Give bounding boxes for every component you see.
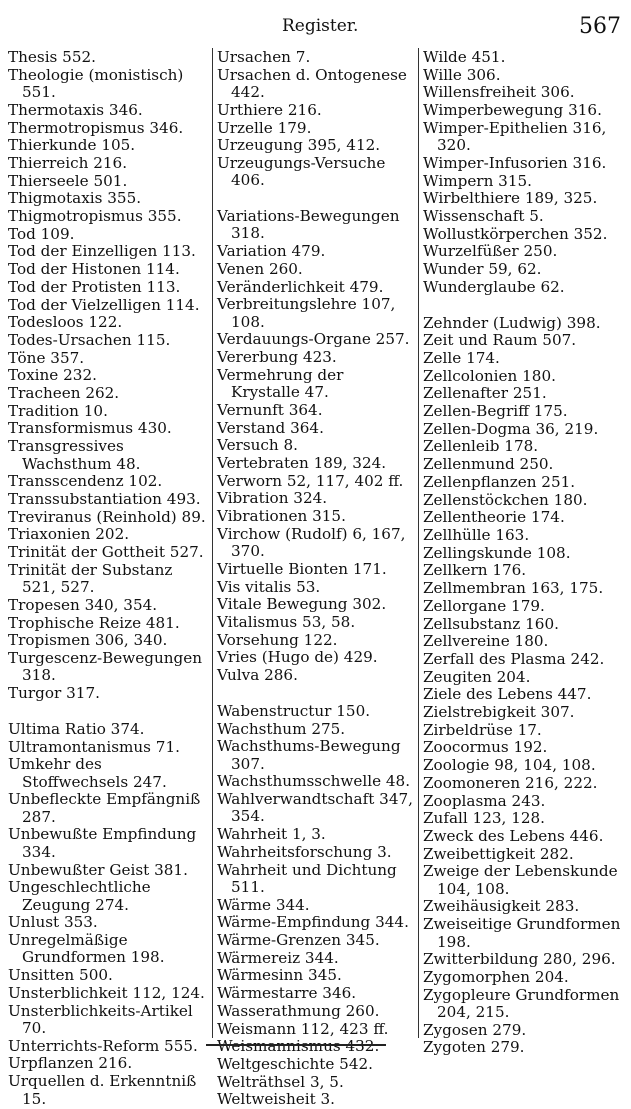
index-entry: Zellenleib 178.: [423, 437, 539, 456]
index-entry: Urquellen d. Erkenntniß 15.: [8, 1072, 197, 1108]
index-entry: Turgescenz-Bewegungen 318.: [8, 649, 202, 685]
index-entry: Tod der Einzelligen 113.: [8, 242, 196, 261]
index-entry: Unlust 353.: [8, 913, 98, 932]
index-entry: Vererbung 423.: [217, 348, 337, 367]
index-entry: Vis vitalis 53.: [217, 577, 321, 596]
index-entry: Zygopleure Grundformen 204, 215.: [423, 985, 620, 1022]
index-entry: Verbreitungslehre 107, 108.: [217, 295, 396, 331]
index-entry: Wasserathmung 260.: [217, 1001, 380, 1020]
index-entry: Transsubstantiation 493.: [8, 489, 201, 508]
index-entry: Tradition 10.: [8, 401, 108, 420]
page-header: [0, 14, 631, 44]
index-entry: Verdauungs-Organe 257.: [217, 330, 410, 349]
index-entry: Zellen-Dogma 36, 219.: [423, 419, 599, 438]
index-entry: Zellvereine 180.: [423, 632, 549, 651]
index-entry: Thigmotaxis 355.: [8, 189, 142, 208]
index-entry: Transscendenz 102.: [8, 472, 163, 491]
index-entry: Theologie (monistisch) 551.: [8, 65, 184, 102]
index-entry: Wirbelthiere 189, 325.: [423, 189, 598, 208]
index-entry: Wärmereiz 344.: [217, 948, 339, 967]
index-column-3: [423, 49, 623, 1057]
index-entry: Zwitterbildung 280, 296.: [423, 950, 616, 969]
section-gap: [8, 703, 210, 721]
index-entry: Thermotropismus 346.: [8, 118, 184, 137]
index-entry: Ursachen d. Ontogenese 442.: [217, 65, 407, 102]
index-entry: Thierkunde 105.: [8, 136, 136, 155]
index-entry: Zerfall des Plasma 242.: [423, 649, 605, 668]
column-divider: [212, 48, 213, 1038]
index-entry: Zweiseitige Grundformen 198.: [423, 915, 621, 951]
index-entry: Tod der Vielzelligen 114.: [8, 295, 200, 314]
index-entry: Unsitten 500.: [8, 966, 113, 985]
index-entry: Trinität der Substanz 521, 527.: [8, 560, 173, 597]
index-entry: Zoologie 98, 104, 108.: [423, 756, 596, 775]
index-entry: Wimpern 315.: [423, 171, 532, 190]
section-gap: [423, 297, 623, 315]
section-gap: [217, 190, 416, 208]
index-entry: Virchow (Rudolf) 6, 167, 370.: [217, 524, 406, 561]
index-entry: Ultramontanismus 71.: [8, 737, 180, 756]
index-entry: Unsterblichkeits-Artikel 70.: [8, 1001, 193, 1037]
index-entry: Urpflanzen 216.: [8, 1054, 133, 1073]
index-entry: Wachsthumsschwelle 48.: [217, 772, 411, 791]
index-entry: Tracheen 262.: [8, 384, 120, 403]
index-entry: Weismannismus 432.: [217, 1037, 380, 1056]
index-entry: Variation 479.: [217, 242, 326, 261]
index-entry: Zellenafter 251.: [423, 384, 547, 403]
index-entry: Ungeschlechtliche Zeugung 274.: [8, 878, 151, 914]
index-entry: Zellenstöckchen 180.: [423, 490, 588, 509]
index-entry: Wimper-Epithelien 316, 320.: [423, 118, 607, 155]
index-entry: Thigmotropismus 355.: [8, 207, 182, 226]
index-entry: Thesis 552.: [8, 48, 96, 66]
index-entry: Virtuelle Bionten 171.: [217, 559, 387, 578]
index-entry: Ziele des Lebens 447.: [423, 685, 592, 704]
index-entry: Tropismen 306, 340.: [8, 631, 168, 650]
index-entry: Transgressives Wachsthum 48.: [8, 437, 141, 473]
index-entry: Umkehr des Stoffwechsels 247.: [8, 755, 167, 791]
index-entry: Zellorgane 179.: [423, 596, 545, 615]
index-entry: Venen 260.: [217, 259, 303, 278]
index-entry: Weltgeschichte 542.: [217, 1055, 373, 1073]
index-entry: Versuch 8.: [217, 436, 299, 455]
index-entry: Urzeugungs-Versuche 406.: [217, 153, 386, 190]
index-entry: Turgor 317.: [8, 684, 100, 703]
index-entry: Zweihäusigkeit 283.: [423, 897, 580, 916]
index-entry: Wimperbewegung 316.: [423, 101, 602, 120]
index-entry: Wunderglaube 62.: [423, 277, 565, 296]
index-entry: Zygomorphen 204.: [423, 967, 569, 986]
index-entry: Wurzelfüßer 250.: [423, 242, 558, 261]
index-entry: Zweibettigkeit 282.: [423, 844, 574, 863]
index-entry: Wollustkörperchen 352.: [423, 224, 608, 243]
index-entry: Zweck des Lebens 446.: [423, 826, 604, 845]
index-entry: Vitalismus 53, 58.: [217, 613, 356, 632]
index-entry: Zehnder (Ludwig) 398.: [423, 313, 601, 332]
index-entry: Zufall 123, 128.: [423, 809, 546, 828]
index-entry: Wissenschaft 5.: [423, 207, 544, 226]
index-entry: Vitale Bewegung 302.: [217, 595, 387, 614]
index-entry: Zellenpflanzen 251.: [423, 472, 576, 491]
index-entry: Zoomoneren 216, 222.: [423, 773, 598, 792]
index-entry: Verstand 364.: [217, 418, 324, 437]
index-entry: Variations-Bewegungen 318.: [217, 207, 400, 243]
index-entry: Unbewußter Geist 381.: [8, 860, 188, 879]
index-entry: Verworn 52, 117, 402 ff.: [217, 471, 404, 490]
bottom-rule: [206, 1044, 386, 1046]
index-entry: Weltweisheit 3.: [217, 1090, 336, 1109]
index-entry: Vulva 286.: [217, 666, 298, 685]
index-entry: Töne 357.: [8, 348, 85, 367]
index-entry: Urzeugung 395, 412.: [217, 136, 381, 155]
index-entry: Wahrheit und Dichtung 511.: [217, 860, 397, 896]
column-divider: [418, 48, 419, 1038]
index-entry: Zellkern 176.: [423, 561, 527, 580]
index-entry: Zellingskunde 108.: [423, 543, 571, 562]
index-entry: Zellmembran 163, 175.: [423, 579, 604, 598]
index-column-2: [217, 49, 416, 1109]
index-entry: Wilde 451.: [423, 48, 506, 66]
index-entry: Weismann 112, 423 ff.: [217, 1019, 389, 1038]
index-column-1: [8, 49, 210, 1108]
index-entry: Tod der Histonen 114.: [8, 260, 180, 279]
section-gap: [217, 685, 416, 703]
index-entry: Wachsthum 275.: [217, 719, 346, 738]
index-entry: Trophische Reize 481.: [8, 613, 180, 632]
index-entry: Wahrheitsforschung 3.: [217, 842, 392, 861]
index-entry: Vibration 324.: [217, 489, 328, 508]
index-entry: Zoocormus 192.: [423, 738, 548, 757]
index-entry: Tod der Protisten 113.: [8, 277, 181, 296]
index-entry: Todesloos 122.: [8, 313, 123, 332]
index-entry: Unbewußte Empfindung 334.: [8, 825, 197, 861]
index-entry: Zirbeldrüse 17.: [423, 720, 542, 739]
index-entry: Thierseele 501.: [8, 171, 128, 190]
page-number: 567: [579, 14, 621, 39]
index-entry: Unsterblichkeit 112, 124.: [8, 983, 205, 1002]
index-entry: Wunder 59, 62.: [423, 260, 542, 279]
index-entry: Triaxonien 202.: [8, 525, 130, 544]
index-entry: Vermehrung der Krystalle 47.: [217, 365, 344, 402]
page-title: Register.: [282, 16, 359, 36]
index-entry: Wärmesinn 345.: [217, 966, 342, 985]
index-entry: Zellhülle 163.: [423, 525, 530, 544]
index-entry: Unbefleckte Empfängniß 287.: [8, 790, 201, 826]
index-entry: Zellen-Begriff 175.: [423, 402, 568, 421]
index-entry: Wachsthums-Bewegung 307.: [217, 737, 401, 773]
index-entry: Wärmestarre 346.: [217, 984, 357, 1003]
index-entry: Zygosen 279.: [423, 1020, 527, 1039]
index-entry: Zellcolonien 180.: [423, 366, 556, 385]
index-entry: Toxine 232.: [8, 366, 97, 385]
index-entry: Zooplasma 243.: [423, 791, 546, 810]
index-entry: Vernunft 364.: [217, 400, 323, 419]
index-entry: Wimper-Infusorien 316.: [423, 153, 607, 172]
index-entry: Wille 306.: [423, 65, 501, 84]
index-entry: Unregelmäßige Grundformen 198.: [8, 931, 165, 967]
index-entry: Vibrationen 315.: [217, 507, 346, 526]
index-entry: Urthiere 216.: [217, 100, 322, 119]
index-entry: Unterrichts-Reform 555.: [8, 1036, 198, 1055]
index-entry: Zielstrebigkeit 307.: [423, 703, 575, 722]
index-entry: Ultima Ratio 374.: [8, 719, 145, 738]
index-entry: Zellentheorie 174.: [423, 508, 565, 527]
index-entry: Vries (Hugo de) 429.: [217, 648, 378, 667]
index-entry: Willensfreiheit 306.: [423, 83, 575, 102]
index-entry: Thermotaxis 346.: [8, 100, 143, 119]
index-entry: Zelle 174.: [423, 348, 500, 367]
index-entry: Urzelle 179.: [217, 118, 312, 137]
index-entry: Zweige der Lebenskunde 104, 108.: [423, 862, 618, 898]
index-entry: Vorsehung 122.: [217, 630, 338, 649]
index-entry: Ursachen 7.: [217, 48, 311, 66]
index-entry: Tropesen 340, 354.: [8, 595, 158, 614]
index-entry: Wärme 344.: [217, 895, 310, 914]
index-entry: Zellenmund 250.: [423, 455, 554, 474]
index-entry: Veränderlichkeit 479.: [217, 277, 384, 296]
index-entry: Wahlverwandtschaft 347, 354.: [217, 790, 413, 826]
index-entry: Treviranus (Reinhold) 89.: [8, 507, 206, 526]
index-entry: Wahrheit 1, 3.: [217, 825, 326, 844]
index-entry: Transformismus 430.: [8, 419, 172, 438]
index-entry: Todes-Ursachen 115.: [8, 330, 171, 349]
index-entry: Wärme-Empfindung 344.: [217, 913, 409, 932]
index-entry: Zygoten 279.: [423, 1038, 525, 1057]
index-entry: Wabenstructur 150.: [217, 701, 371, 720]
index-entry: Wärme-Grenzen 345.: [217, 931, 380, 950]
index-entry: Thierreich 216.: [8, 153, 128, 172]
index-entry: Welträthsel 3, 5.: [217, 1072, 344, 1091]
index-entry: Zeit und Raum 507.: [423, 331, 577, 350]
index-entry: Zeugiten 204.: [423, 667, 531, 686]
index-entry: Zellsubstanz 160.: [423, 614, 559, 633]
index-entry: Trinität der Gottheit 527.: [8, 543, 204, 562]
index-entry: Vertebraten 189, 324.: [217, 453, 387, 472]
index-entry: Tod 109.: [8, 224, 75, 243]
